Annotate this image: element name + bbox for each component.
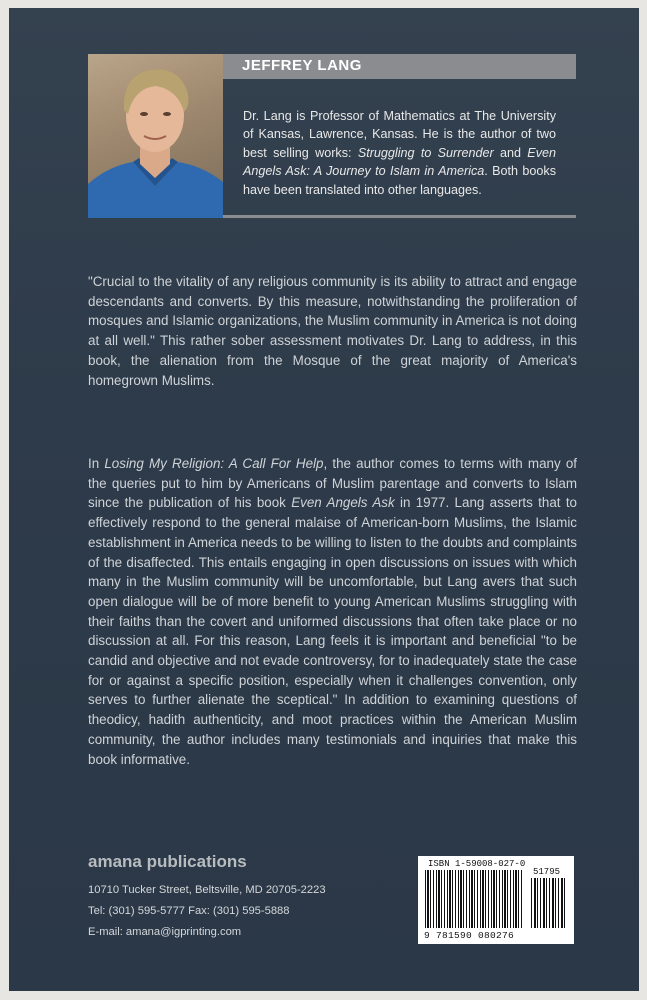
barcode-number: 9 781590 080276 xyxy=(424,930,515,941)
author-photo xyxy=(88,54,223,218)
publisher-email: E-mail: amana@igprinting.com xyxy=(88,926,242,938)
description-paragraph-2: In Losing My Religion: A Call For Help, the author comes to terms with many of the queries put to him by Americans of Muslim parentage and converts to Islam since the publication of his book Even Angels Ask in 1977. Lang asserts that to effectively respond to the general malaise of American-born Muslims, the Islamic establishment in America needs to be willing to listen to the doubts and complaints of the disaffected. This entails engaging in open discussions on issues with which many in the Muslim community will be uncomfortable, but Lang avers that such open dialogue will be of more benefit to young American Muslims struggling with their faiths than the covert and uniformed discussions that often take place or no discussion at all. For this reason, Lang feels it is important and beneficial "to be candid and objective and not evade controversy, for to inadequately state the case for or against a specific position, especially when it challenges convention, only serves to further alienate the sceptical." In addition to examining questions of theodicy, hadith authenticity, and moot practices within the American Muslim community, the author includes many testimonials and inquiries that make this book informative. xyxy=(88,456,578,767)
author-divider xyxy=(223,215,576,218)
publisher-phone: Tel: (301) 595-5777 Fax: (301) 595-5888 xyxy=(88,905,290,917)
isbn-label: ISBN 1-59008-027-0 xyxy=(428,859,526,869)
description-paragraph-1: "Crucial to the vitality of any religious community is its ability to attract and engage descendants and converts. By this measure, notwithstanding the proliferation of mosques and Islamic organizations, the Muslim community in America is not doing at all well." This rather sober assessment motivates Dr. Lang to address, in this book, the alienation from the Mosque of the great majority of America's homegrown Muslims. xyxy=(88,274,577,388)
book-title: Losing My Religion: A Call For Help xyxy=(104,456,324,471)
barcode-icon xyxy=(425,870,522,928)
author-portrait-icon xyxy=(88,54,223,218)
author-name: JEFFREY LANG xyxy=(242,57,362,74)
book-title: Even Angels Ask: A Journey to Islam in America xyxy=(243,145,557,179)
publisher-address: 10710 Tucker Street, Beltsville, MD 20705-2223 xyxy=(88,884,326,896)
publisher-name: amana publications xyxy=(88,852,247,871)
book-title: Struggling to Surrender xyxy=(357,145,494,160)
author-bio: Dr. Lang is Professor of Mathematics at The University of Kansas, Lawrence, Kansas. He is the author of two best selling works: Struggling to Surrender and Even Angels Ask: A Journey to Islam in America. Both books have been translated into other languages. xyxy=(243,108,557,197)
barcode-addon-icon xyxy=(531,878,567,928)
barcode-addon-number: 51795 xyxy=(533,867,561,877)
book-title: Even Angels Ask xyxy=(291,495,395,511)
